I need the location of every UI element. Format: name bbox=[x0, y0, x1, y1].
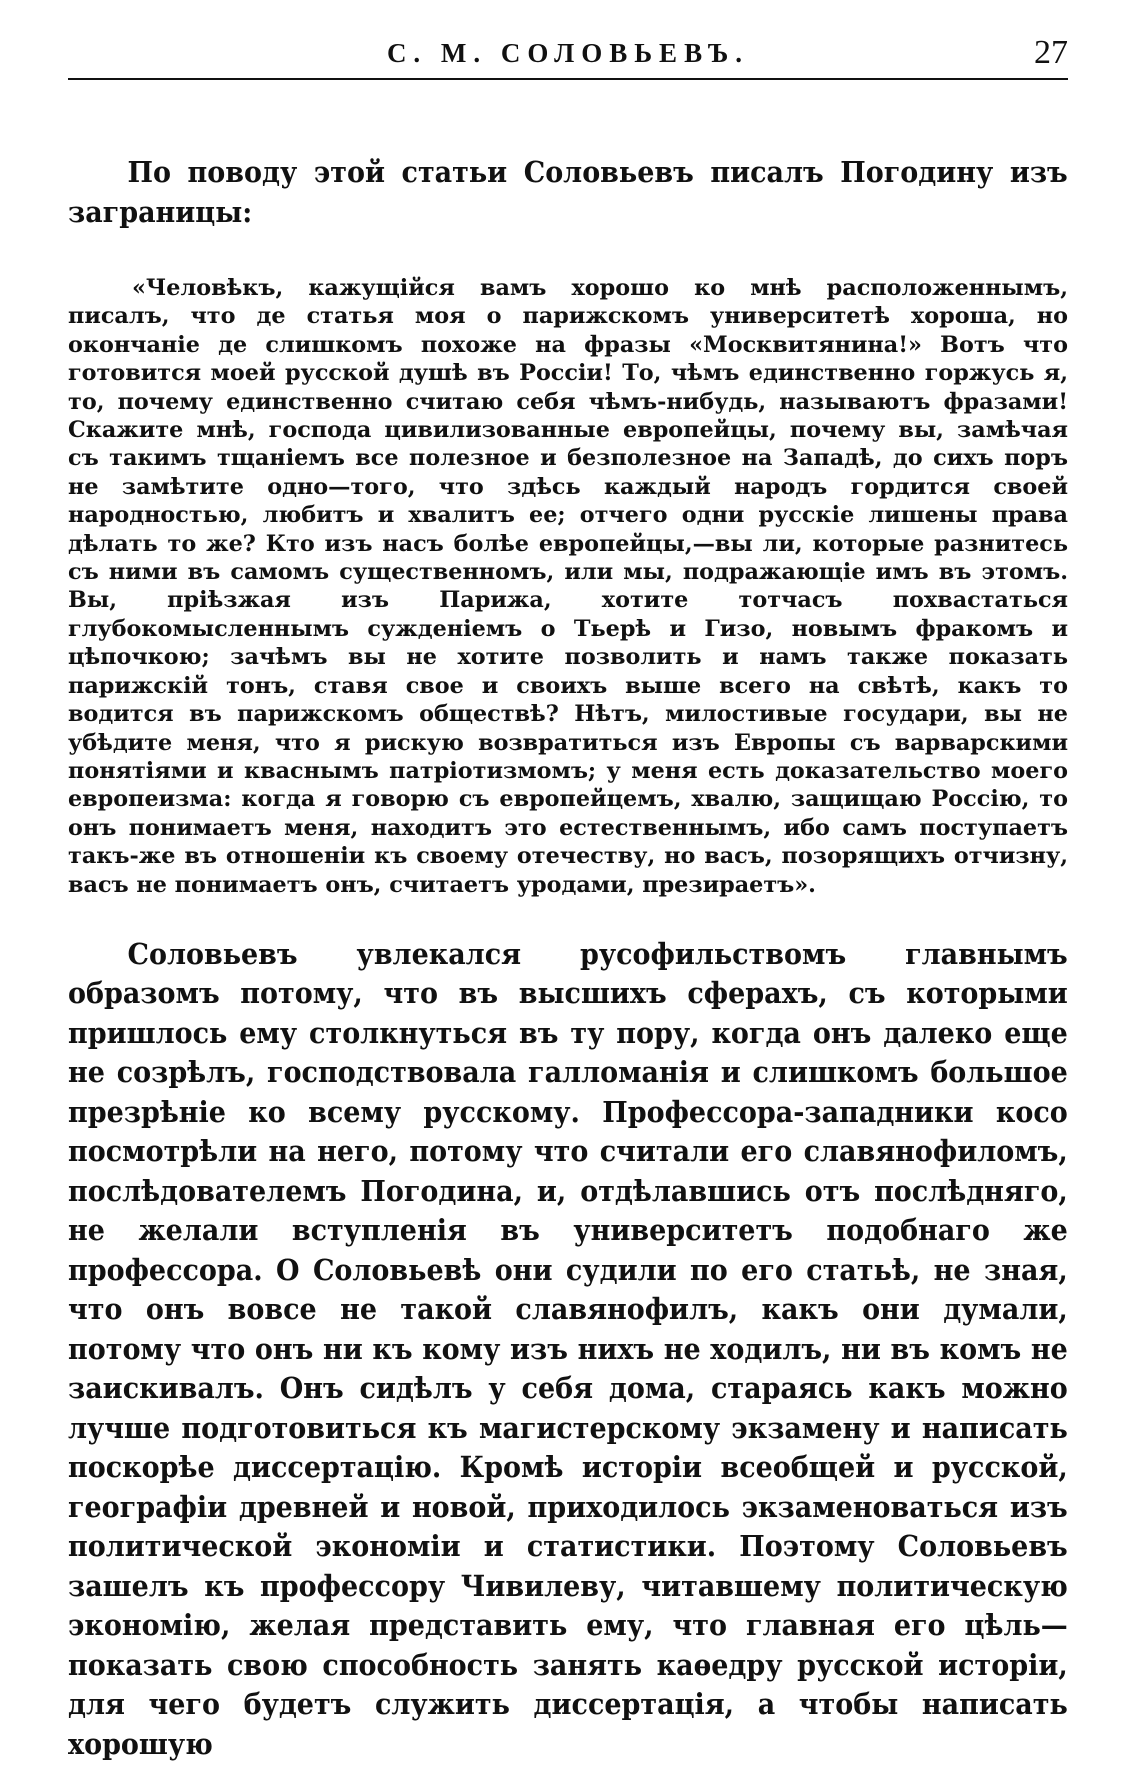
running-title: С. М. СОЛОВЬЕВЪ. bbox=[386, 38, 750, 68]
block-quote: «Человѣкъ, кажущійся вамъ хорошо ко мнѣ расположеннымъ, писалъ, что де статья моя о парижскомъ университетѣ хороша, но окончаніе де слишкомъ похоже на фразы «Москвитянина!» Вотъ что готовится моей русской душѣ въ Россіи! То, чѣмъ единственно горжусь я, то, почему единственно считаю себя чѣмъ-нибудь, называютъ фразами! Скажите мнѣ, господа цивилизованные европейцы, почему вы, замѣчая съ такимъ тщаніемъ все полезное и безполезное на Западѣ, до сихъ поръ не замѣтите одно—того, что здѣсь каждый народъ гордится своей народностью, любитъ и хвалитъ ее; отчего одни русскіе лишены права дѣлать то же? Кто изъ насъ болѣе европейцы,—вы ли, которые разнитесь съ ними въ самомъ существенномъ, или мы, подражающіе имъ въ этомъ. Вы, пріѣзжая изъ Парижа, хотите тотчасъ похвастаться глубокомысленнымъ сужденіемъ о Тьерѣ и Гизо, новымъ фракомъ и цѣпочкою; зачѣмъ вы не хотите позволить и намъ также показать парижскій тонъ, ставя свое и своихъ выше всего на свѣтѣ, какъ то водится въ парижскомъ обществѣ? Нѣтъ, милостивые государи, вы не убѣдите меня, что я рискую возвратиться изъ Европы съ варварскими понятіями и кваснымъ патріотизмомъ; у меня есть доказательство моего европеизма: когда я говорю съ европейцемъ, хвалю, защищаю Россію, то онъ понимаетъ меня, находитъ это естественнымъ, ибо самъ поступаетъ такъ-же въ отношеніи къ своему отечеству, но васъ, позорящихъ отчизну, васъ не понимаетъ онъ, считаетъ уродами, презираетъ». bbox=[68, 275, 1068, 898]
body-paragraph: Соловьевъ увлекался русофильствомъ главнымъ образомъ потому, что въ высшихъ сферахъ, съ которыми пришлось ему столкнуться въ ту пору, когда онъ далеко еще не созрѣлъ, господствовала галломанія и слишкомъ большое презрѣніе ко всему русскому. Профессора-западники косо посмотрѣли на него, потому что считали его славянофиломъ, послѣдователемъ Погодина, и, отдѣлавшись отъ послѣдняго, не желали вступленія въ университетъ подобнаго же профессора. О Соловьевѣ они судили по его статьѣ, не зная, что онъ вовсе не такой славянофилъ, какъ они думали, потому что онъ ни къ кому изъ нихъ не ходилъ, ни въ комъ не заискивалъ. Онъ сидѣлъ у себя дома, стараясь какъ можно лучше подготовиться къ магистерскому экзамену и написать поскорѣе диссертацію. Кромѣ исторіи всеобщей и русской, географіи древней и новой, приходилось экзаменоваться изъ политической экономіи и статистики. Поэтому Соловьевъ зашелъ къ профессору Чивилеву, читавшему политическую экономію, желая представить ему, что главная его цѣль—показать свою способность занять каѳедру русской исторіи, для чего будетъ служить диссертація, а чтобы написать хорошую bbox=[68, 936, 1068, 1761]
page-number: 27 bbox=[1034, 34, 1068, 71]
intro-paragraph: По поводу этой статьи Соловьевъ писалъ Погодину изъ заграницы: bbox=[68, 155, 1068, 229]
book-page bbox=[68, 34, 1068, 1764]
running-head bbox=[68, 34, 1068, 80]
